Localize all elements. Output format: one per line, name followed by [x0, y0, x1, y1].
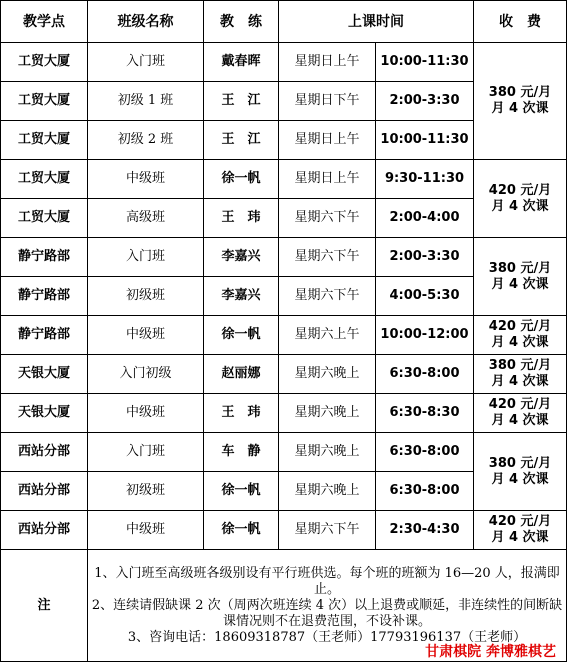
- fee-cell: [474, 43, 567, 160]
- time-cell: 6:30-8:00: [376, 355, 474, 394]
- fee-lessons: 月 4 次课: [491, 101, 549, 116]
- day-cell: 星期六下午: [279, 277, 376, 316]
- class-name-cell: 初级 2 班: [88, 121, 204, 160]
- day-cell: 星期日上午: [279, 121, 376, 160]
- location-cell: 工贸大厦: [1, 199, 88, 238]
- class-name-cell: 高级班: [88, 199, 204, 238]
- class-name-cell: 中级班: [88, 511, 204, 550]
- fee-cell: [474, 355, 567, 394]
- day-cell: 星期六晚上: [279, 433, 376, 472]
- header-class-name: 班级名称: [88, 1, 204, 43]
- class-name-cell: 初级班: [88, 277, 204, 316]
- note-line-2: 2、连续请假缺课 2 次（周两次班连续 4 次）以上退费或顺延，非连续性的间断缺课情况则不在退费范围，不设补课。: [91, 597, 563, 629]
- time-cell: 2:30-4:30: [376, 511, 474, 550]
- location-cell: 天银大厦: [1, 394, 88, 433]
- day-cell: 星期六下午: [279, 238, 376, 277]
- organization-signature: 甘肃棋院 奔博雅棋艺: [425, 644, 556, 660]
- location-cell: 静宁路部: [1, 316, 88, 355]
- day-cell: 星期六下午: [279, 511, 376, 550]
- day-cell: 星期六下午: [279, 199, 376, 238]
- header-time: 上课时间: [279, 1, 474, 43]
- fee-lessons: 月 4 次课: [491, 530, 549, 545]
- day-cell: 星期日下午: [279, 82, 376, 121]
- location-cell: 西站分部: [1, 433, 88, 472]
- header-location: 教学点: [1, 1, 88, 43]
- table-row: [1, 316, 567, 355]
- class-name-cell: 中级班: [88, 316, 204, 355]
- day-cell: 星期六上午: [279, 316, 376, 355]
- location-cell: 西站分部: [1, 472, 88, 511]
- fee-amount: 380 元/月: [488, 455, 552, 471]
- location-cell: 静宁路部: [1, 238, 88, 277]
- notes-cell: [88, 550, 567, 662]
- fee-amount: 380 元/月: [488, 85, 552, 100]
- day-cell: 星期日上午: [279, 43, 376, 82]
- time-cell: 2:00-3:30: [376, 82, 474, 121]
- day-cell: 星期六晚上: [279, 394, 376, 433]
- coach-cell: 徐一帆: [204, 160, 279, 199]
- class-name-cell: 中级班: [88, 160, 204, 199]
- fee-amount: 420 元/月: [488, 182, 552, 198]
- notes-row: [1, 550, 567, 662]
- class-name-cell: 入门班: [88, 433, 204, 472]
- time-cell: 10:00-11:30: [376, 43, 474, 82]
- location-cell: 西站分部: [1, 511, 88, 550]
- fee-cell: [474, 316, 567, 355]
- class-name-cell: 入门班: [88, 238, 204, 277]
- coach-cell: 王 玮: [204, 394, 279, 433]
- notes-label: 注: [1, 550, 88, 662]
- fee-lessons: 月 4 次课: [491, 413, 549, 428]
- coach-cell: 徐一帆: [204, 472, 279, 511]
- day-cell: 星期日上午: [279, 160, 376, 199]
- table-row: [1, 511, 567, 550]
- time-cell: 4:00-5:30: [376, 277, 474, 316]
- fee-lessons: 月 4 次课: [491, 374, 549, 389]
- time-cell: 10:00-12:00: [376, 316, 474, 355]
- table-row: [1, 238, 567, 277]
- fee-cell: [474, 433, 567, 511]
- table-row: [1, 160, 567, 199]
- fee-cell: [474, 238, 567, 316]
- coach-cell: 王 江: [204, 82, 279, 121]
- location-cell: 工贸大厦: [1, 121, 88, 160]
- time-cell: 6:30-8:30: [376, 394, 474, 433]
- location-cell: 工贸大厦: [1, 82, 88, 121]
- coach-cell: 赵丽娜: [204, 355, 279, 394]
- fee-amount: 380 元/月: [488, 260, 552, 276]
- fee-lessons: 月 4 次课: [491, 471, 549, 487]
- location-cell: 静宁路部: [1, 277, 88, 316]
- table-row: [1, 43, 567, 82]
- header-fee: 收 费: [474, 1, 567, 43]
- time-cell: 2:00-3:30: [376, 238, 474, 277]
- fee-lessons: 月 4 次课: [491, 276, 549, 292]
- table-row: [1, 433, 567, 472]
- header-row: [1, 1, 567, 43]
- time-cell: 2:00-4:00: [376, 199, 474, 238]
- table-row: [1, 394, 567, 433]
- coach-cell: 王 江: [204, 121, 279, 160]
- location-cell: 天银大厦: [1, 355, 88, 394]
- coach-cell: 王 玮: [204, 199, 279, 238]
- time-cell: 6:30-8:00: [376, 433, 474, 472]
- coach-cell: 车 静: [204, 433, 279, 472]
- fee-amount: 420 元/月: [488, 514, 552, 529]
- class-name-cell: 入门初级: [88, 355, 204, 394]
- header-coach: 教 练: [204, 1, 279, 43]
- class-name-cell: 入门班: [88, 43, 204, 82]
- coach-cell: 徐一帆: [204, 511, 279, 550]
- coach-cell: 李嘉兴: [204, 238, 279, 277]
- fee-cell: [474, 511, 567, 550]
- table-row: [1, 355, 567, 394]
- note-line-3: 3、咨询电话：18609318787（王老师）17793196137（王老师）: [127, 629, 527, 645]
- class-name-cell: 初级 1 班: [88, 82, 204, 121]
- fee-lessons: 月 4 次课: [491, 335, 549, 350]
- time-cell: 9:30-11:30: [376, 160, 474, 199]
- day-cell: 星期六晚上: [279, 472, 376, 511]
- day-cell: 星期六晚上: [279, 355, 376, 394]
- coach-cell: 徐一帆: [204, 316, 279, 355]
- fee-cell: [474, 394, 567, 433]
- fee-lessons: 月 4 次课: [491, 198, 549, 214]
- fee-amount: 420 元/月: [488, 319, 552, 334]
- coach-cell: 李嘉兴: [204, 277, 279, 316]
- note-line-1: 1、入门班至高级班各级别设有平行班供选。每个班的班额为 16—20 人，报满即止。: [94, 565, 560, 597]
- class-name-cell: 初级班: [88, 472, 204, 511]
- location-cell: 工贸大厦: [1, 160, 88, 199]
- fee-amount: 420 元/月: [488, 397, 552, 412]
- class-name-cell: 中级班: [88, 394, 204, 433]
- time-cell: 6:30-8:00: [376, 472, 474, 511]
- location-cell: 工贸大厦: [1, 43, 88, 82]
- time-cell: 10:00-11:30: [376, 121, 474, 160]
- fee-amount: 380 元/月: [488, 358, 552, 373]
- fee-cell: [474, 160, 567, 238]
- coach-cell: 戴春晖: [204, 43, 279, 82]
